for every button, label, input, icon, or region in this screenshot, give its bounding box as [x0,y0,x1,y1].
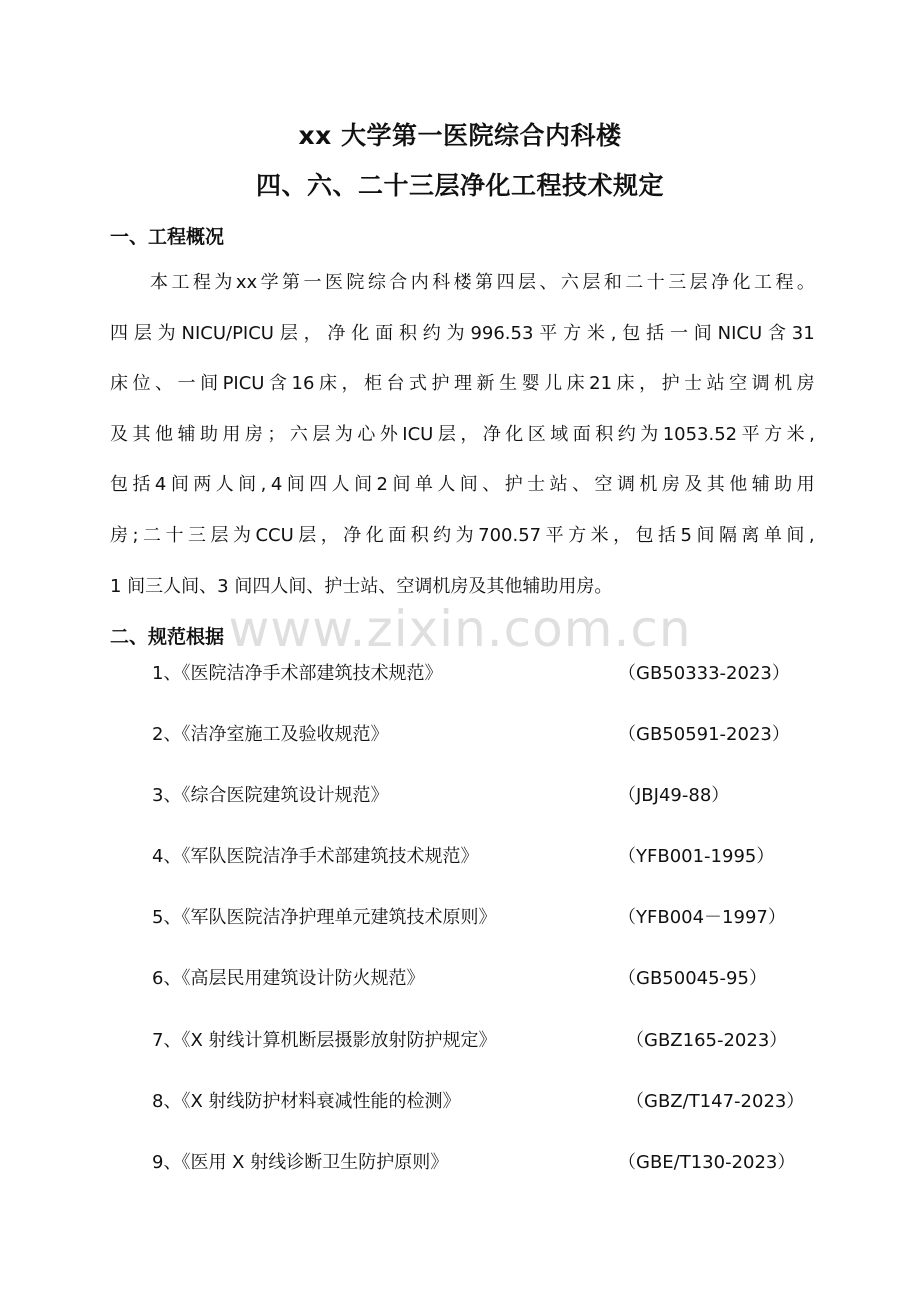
paragraph-line: 1 间三人间、3 间四人间、护士站、空调机房及其他辅助用房。 [110,575,613,597]
list-item [152,1080,832,1141]
paragraph-line: 包 括 4 间 两 人 间 , 4 间 四 人 间 2 间 单 人 间 、 护 士 站 、 空 调 机 房 及 其 他 辅 助 用 [110,474,815,496]
standard-name: 8、《X 射线防护材料衰减性能的检测》 [152,1090,461,1112]
standard-code: （GBZ165-2023） [626,1029,788,1051]
list-item [152,835,832,896]
paragraph-line: 房 ; 二 十 三 层 为 CCU 层 ， 净 化 面 积 约 为 700.57 平 方 米 ， 包 括 5 间 隔 离 单 间 , [110,524,815,546]
overview-paragraph [110,258,815,612]
document-title: xx 大学第一医院综合内科楼 [298,121,622,150]
standard-name: 5、《军队医院洁净护理单元建筑技术原则》 [152,907,497,929]
standard-name: 1、《医院洁净手术部建筑技术规范》 [152,663,443,684]
list-item [152,896,832,957]
paragraph-line: 床 位 、 一 间 PICU 含 16 床 ， 柜 台 式 护 理 新 生 婴 儿 床 21 床 ， 护 士 站 空 调 机 房 [110,373,815,395]
standard-code: （GBZ/T147-2023） [626,1090,805,1112]
list-item [152,713,832,774]
standard-name: 9、《医用 X 射线诊断卫生防护原则》 [152,1151,449,1173]
section-heading-standards: 二、规范根据 [110,626,225,648]
list-item [152,774,832,835]
standard-code: （GB50333-2023） [618,663,790,684]
list-item [152,957,832,1018]
list-item [152,1019,832,1080]
section-heading-overview: 一、工程概况 [110,226,225,248]
standard-name: 7、《X 射线计算机断层摄影放射防护规定》 [152,1029,497,1051]
document-subtitle: 四、六、二十三层净化工程技术规定 [255,171,664,200]
list-item [152,1141,832,1202]
standard-code: （YFB001-1995） [618,846,775,868]
standard-code: （GB50045-95） [618,968,767,990]
standard-name: 3、《综合医院建筑设计规范》 [152,785,389,807]
standards-list [152,652,832,1202]
standard-code: （GB50591-2023） [618,724,790,746]
list-item [152,652,832,713]
paragraph-line: 本 工 程 为 xx 学 第 一 医 院 综 合 内 科 楼 第 四 层 、 六 层 和 二 十 三 层 净 化 工 程 。 [150,272,815,293]
standard-code: （YFB004－1997） [618,907,786,929]
standard-code: （JBJ49-88） [618,785,730,807]
standard-name: 2、《洁净室施工及验收规范》 [152,724,389,746]
standard-name: 4、《军队医院洁净手术部建筑技术规范》 [152,846,479,868]
paragraph-line: 四 层 为 NICU/PICU 层 ， 净 化 面 积 约 为 996.53 平 方 米 , 包 括 一 间 NICU 含 31 [110,322,815,344]
standard-name: 6、《高层民用建筑设计防火规范》 [152,968,425,990]
paragraph-line: 及 其 他 辅 助 用 房 ； 六 层 为 心 外 ICU 层 ， 净 化 区 域 面 积 约 为 1053.52 平 方 米 , [110,423,815,445]
standard-code: （GBE/T130-2023） [618,1151,796,1173]
watermark: www.zixin.com.cn [228,600,692,658]
